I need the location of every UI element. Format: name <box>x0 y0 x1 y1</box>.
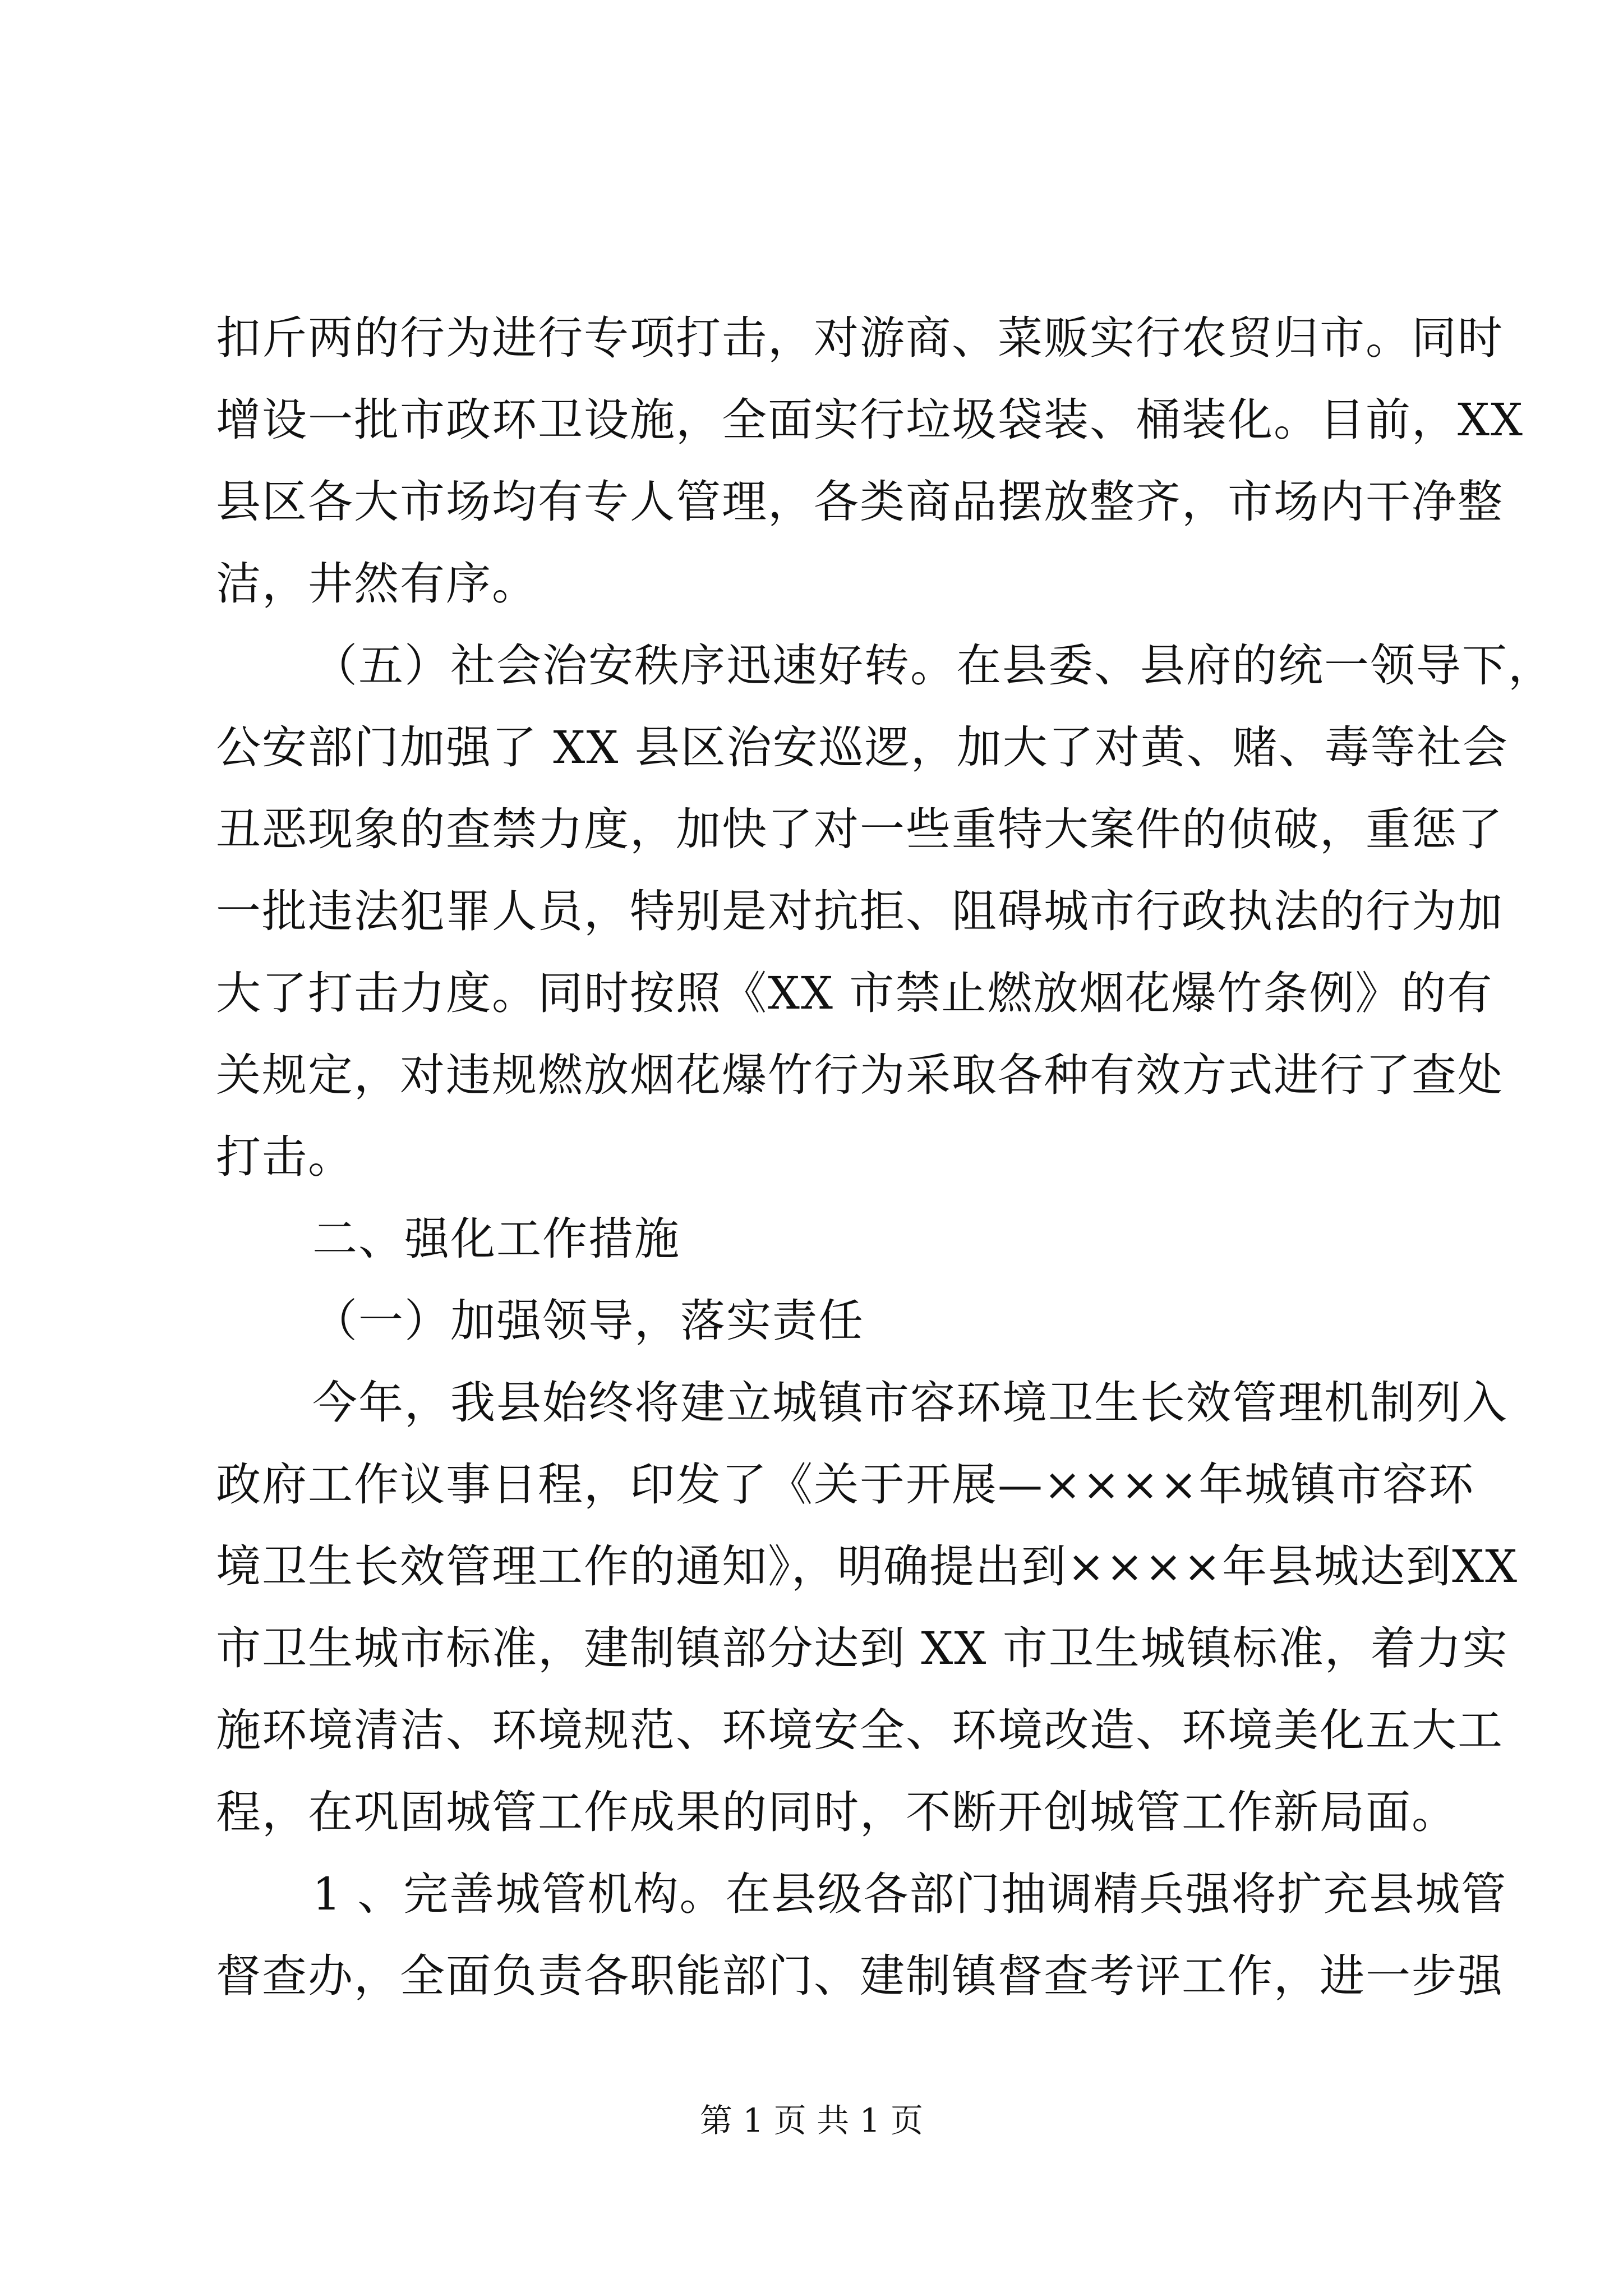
text-line: 关规定，对违规燃放烟花爆竹行为采取各种有效方式进行了查处 <box>216 1049 1504 1101</box>
text-line: 增设一批市政环卫设施，全面实行垃圾袋装、桶装化。目前，XX <box>216 394 1524 446</box>
text-line: 今年，我县始终将建立城镇市容环境卫生长效管理机制列入 <box>312 1377 1508 1429</box>
subsection-heading: （一）加强领导，落实责任 <box>312 1295 864 1347</box>
section-heading: 二、强化工作措施 <box>312 1213 680 1265</box>
text-line: 程，在巩固城管工作成果的同时，不断开创城管工作新局面。 <box>216 1786 1458 1838</box>
text-line: 大了打击力度。同时按照《XX 市禁止燃放烟花爆竹条例》的有 <box>216 967 1493 1019</box>
text-line: 施环境清洁、环境规范、环境安全、环境改造、环境美化五大工 <box>216 1704 1504 1756</box>
page-footer: 第 1 页 共 1 页 <box>700 2101 923 2139</box>
text-line: 督查办，全面负责各职能部门、建制镇督查考评工作，进一步强 <box>216 1950 1504 2002</box>
text-line: 扣斤两的行为进行专项打击，对游商、菜贩实行农贸归市。同时 <box>216 312 1504 364</box>
text-line: 一批违法犯罪人员，特别是对抗拒、阻碍城市行政执法的行为加 <box>216 885 1504 937</box>
text-line: 境卫生长效管理工作的通知》，明确提出到××××年县城达到XX <box>216 1540 1519 1593</box>
document-body <box>216 297 1554 2017</box>
text-line: 打击。 <box>216 1131 354 1183</box>
text-line: 公安部门加强了 XX 县区治安巡逻，加大了对黄、赌、毒等社会 <box>216 721 1509 774</box>
text-line: （五）社会治安秩序迅速好转。在县委、县府的统一领导下， <box>312 639 1554 692</box>
text-line: 县区各大市场均有专人管理，各类商品摆放整齐，市场内干净整 <box>216 476 1504 528</box>
text-line: 洁，井然有序。 <box>216 558 538 610</box>
text-line: 丑恶现象的查禁力度，加快了对一些重特大案件的侦破，重惩了 <box>216 803 1504 855</box>
text-line: 政府工作议事日程，印发了《关于开展—××××年城镇市容环 <box>216 1458 1475 1511</box>
text-line: 市卫生城市标准，建制镇部分达到 XX 市卫生城镇标准，着力实 <box>216 1622 1509 1674</box>
text-line: 1 、完善城管机构。在县级各部门抽调精兵强将扩充县城管 <box>312 1868 1507 1920</box>
